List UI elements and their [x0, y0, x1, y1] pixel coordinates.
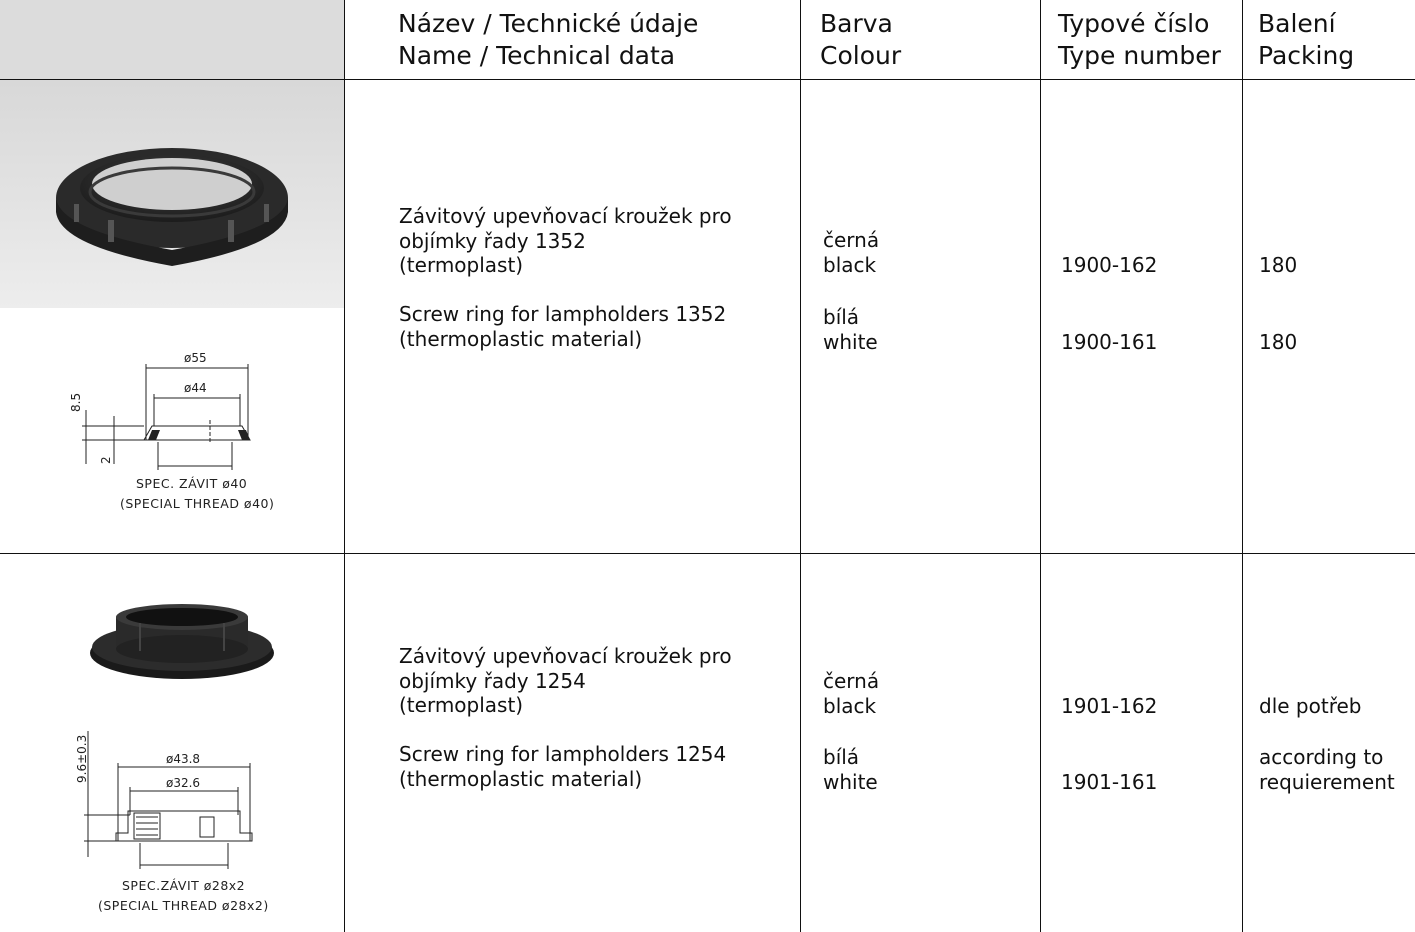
column-divider — [1040, 0, 1041, 932]
column-divider — [344, 0, 345, 932]
header-colour: Barva Colour — [820, 9, 902, 70]
technical-drawing-ring-1254 — [70, 725, 290, 875]
type-number: 1901-161 — [1061, 770, 1158, 794]
header-type: Typové číslo Type number — [1058, 9, 1221, 70]
column-divider — [1242, 0, 1243, 932]
colour-cz: bílá — [823, 745, 860, 769]
packing-value: 180 — [1259, 253, 1298, 277]
colour-cz: černá — [823, 228, 880, 252]
dim-inner: ø32.6 — [166, 776, 201, 790]
colour-cz: bílá — [823, 305, 860, 329]
product-photo-ring-1254 — [80, 595, 280, 695]
thread-caption-cz: SPEC. ZÁVIT ø40 — [136, 476, 248, 491]
header-name: Název / Technické údaje Name / Technical data — [398, 9, 699, 70]
dim-outer: ø43.8 — [166, 752, 201, 766]
type-number: 1900-161 — [1061, 330, 1158, 354]
type-number: 1901-162 — [1061, 694, 1158, 718]
header-packing: Balení Packing — [1258, 9, 1355, 70]
thread-caption-cz: SPEC.ZÁVIT ø28x2 — [122, 878, 246, 893]
packing-value: according to — [1259, 745, 1384, 769]
colour-en: white — [823, 770, 878, 794]
dim-inner: ø44 — [184, 381, 207, 395]
technical-drawing-ring-1352 — [60, 340, 300, 480]
packing-value: 180 — [1259, 330, 1298, 354]
colour-cz: černá — [823, 669, 880, 693]
thread-caption-en: (SPECIAL THREAD ø28x2) — [98, 898, 269, 913]
description-ring-1352: Závitový upevňovací kroužek pro objímky řady 1352 (termoplast) Screw ring for lampholders 1352 (thermoplastic material) — [399, 204, 732, 351]
header-image-cell — [0, 0, 345, 79]
dim-height: 8.5 — [69, 392, 83, 412]
dim-outer: ø55 — [184, 351, 207, 365]
colour-en: black — [823, 694, 877, 718]
thread-caption-en: (SPECIAL THREAD ø40) — [120, 496, 275, 511]
colour-en: white — [823, 330, 878, 354]
description-ring-1254: Závitový upevňovací kroužek pro objímky řady 1254 (termoplast) Screw ring for lampholders 1254 (thermoplastic material) — [399, 644, 732, 791]
product-photo-ring-1352 — [0, 80, 344, 308]
packing-value: dle potřeb — [1259, 694, 1362, 718]
colour-en: black — [823, 253, 877, 277]
row-divider — [0, 553, 1415, 554]
dim-flange: 2 — [99, 456, 113, 464]
column-divider — [800, 0, 801, 932]
packing-value: requierement — [1259, 770, 1395, 794]
type-number: 1900-162 — [1061, 253, 1158, 277]
dim-height: 9.6±0.3 — [75, 734, 89, 783]
